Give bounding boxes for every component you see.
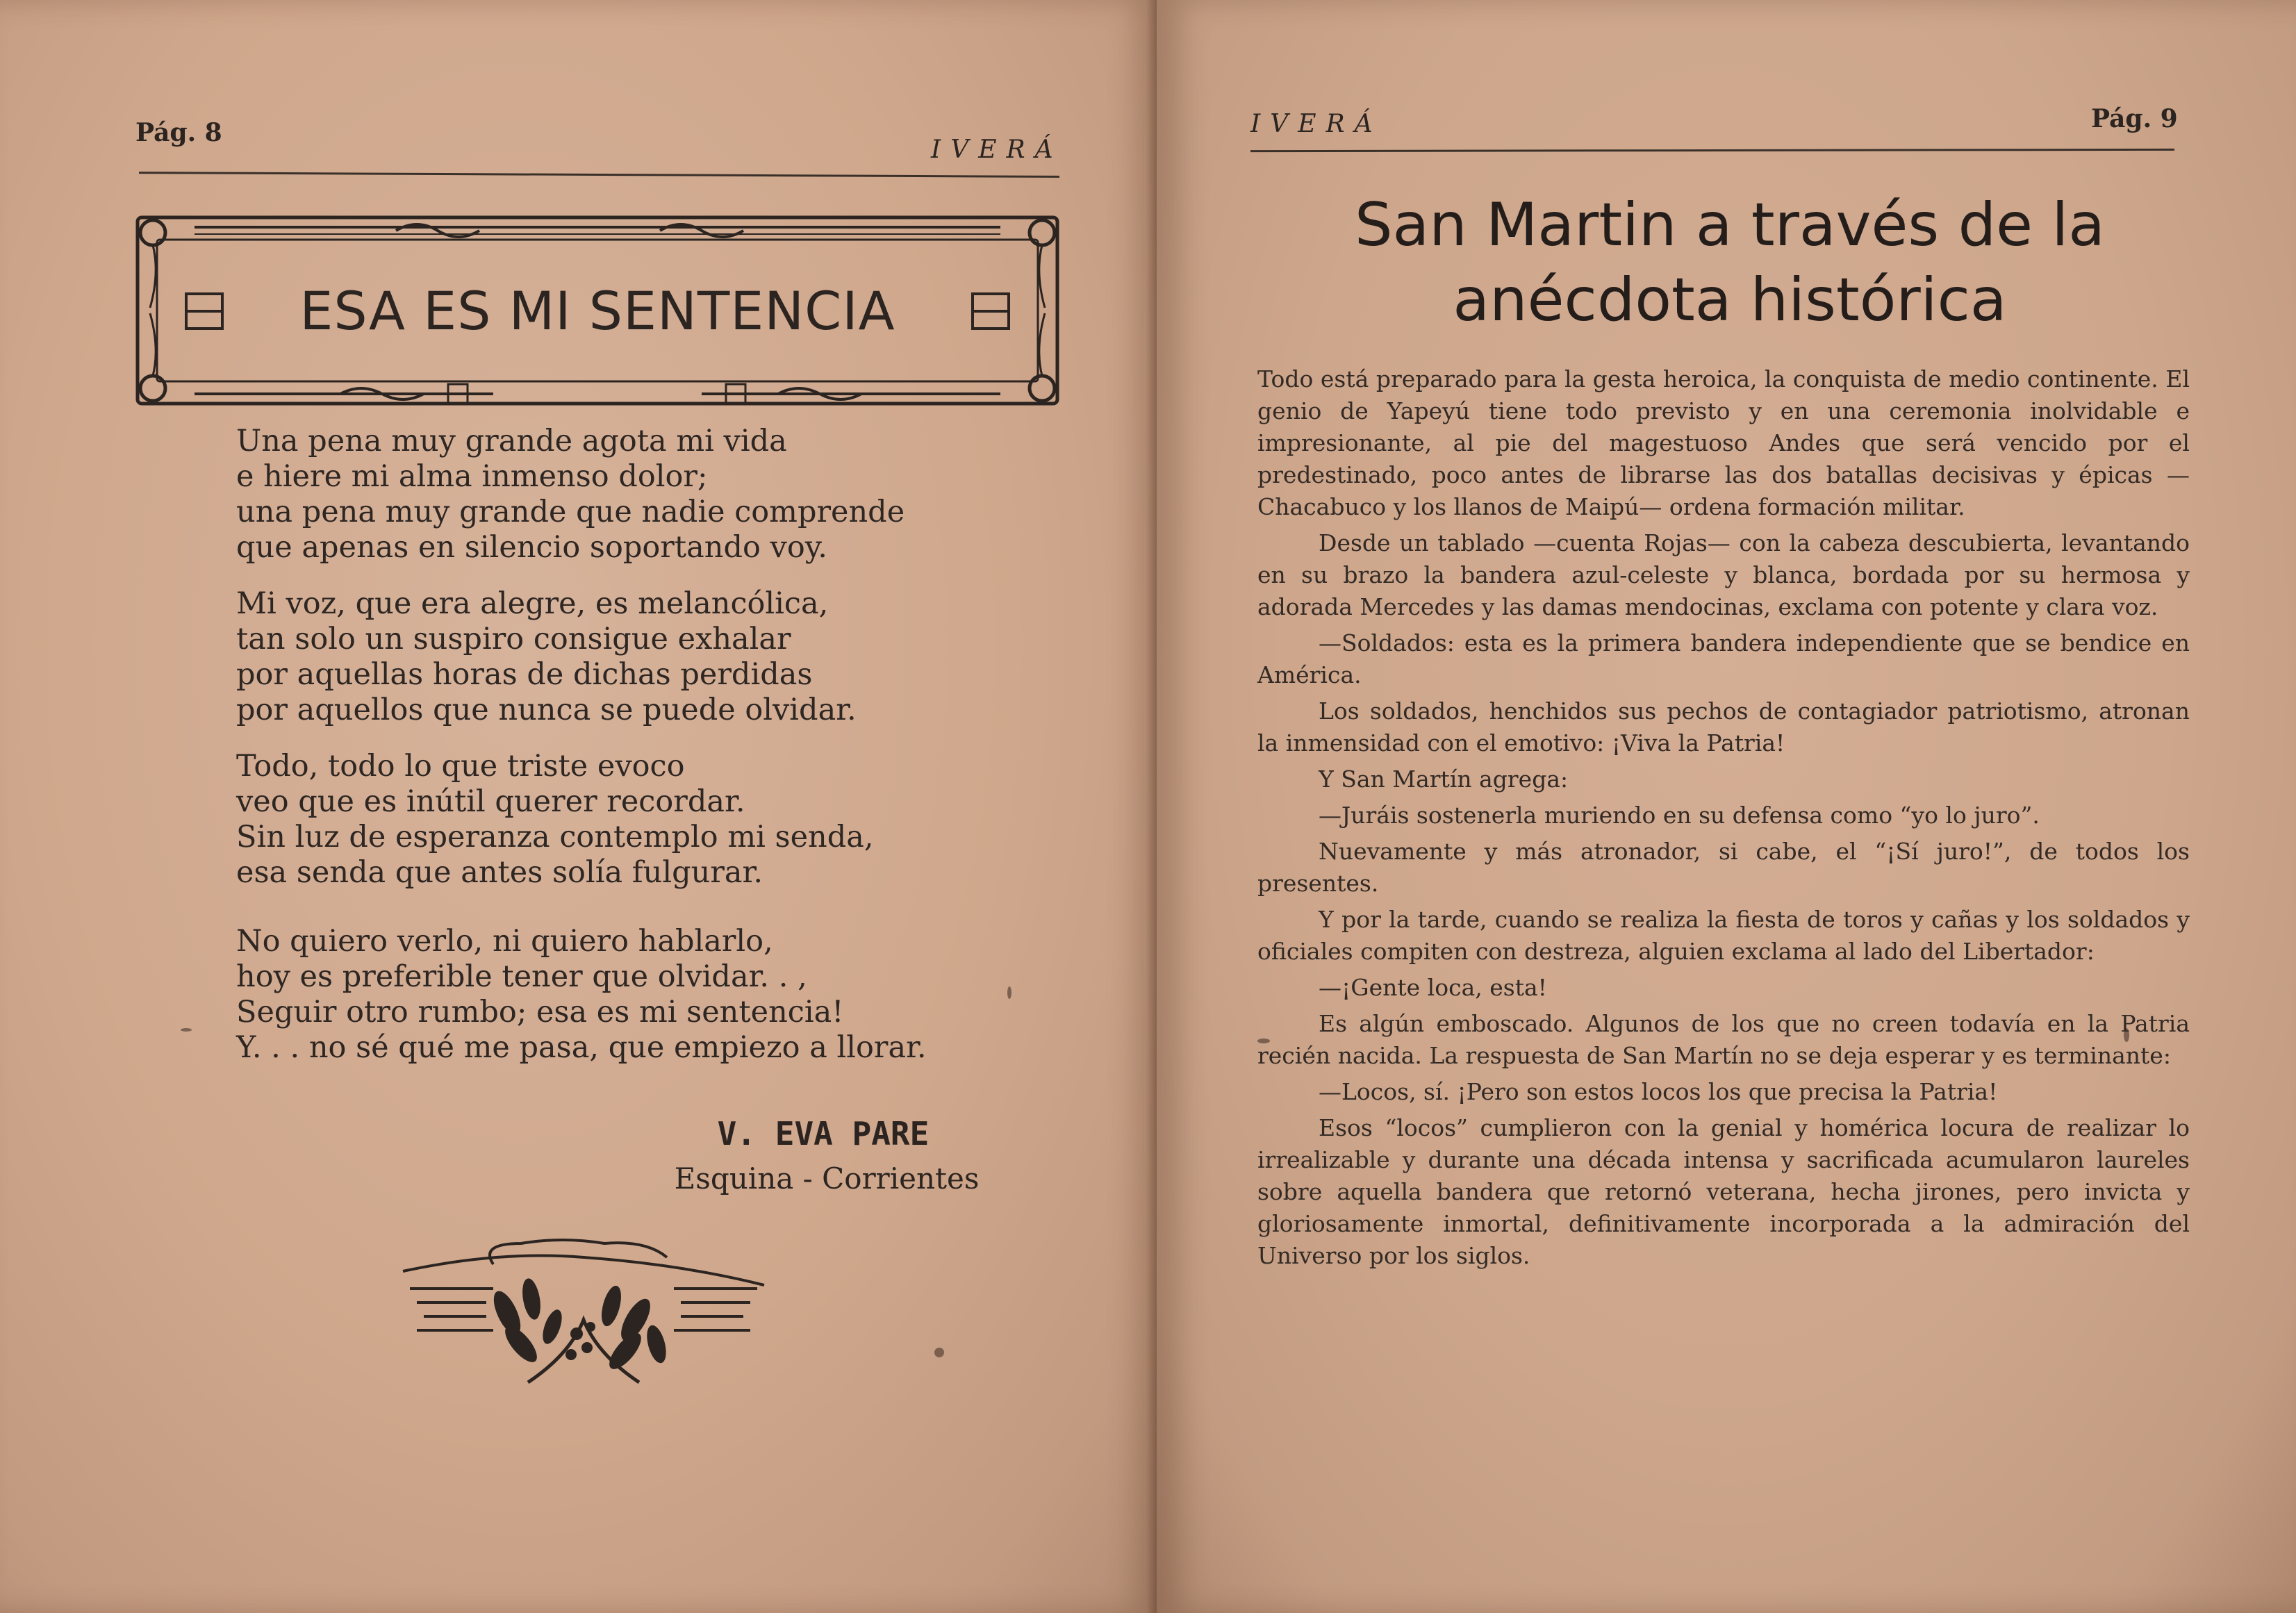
article-title-line: anécdota histórica — [1453, 265, 2007, 335]
poem-line: Seguir otro rumbo; esa es mi sentencia! — [236, 995, 844, 1029]
article-paragraph: —Locos, sí. ¡Pero son estos locos los que precisa la Patria! — [1319, 1078, 1998, 1105]
poem-title-frame — [132, 212, 1063, 410]
poem-line: Todo, todo lo que triste evoco — [236, 749, 685, 784]
poem-line: veo que es inútil querer recordar. — [236, 784, 745, 819]
poem-line: e hiere mi alma inmenso dolor; — [236, 459, 708, 494]
article-paragraph: —¡Gente loca, esta! — [1319, 974, 1547, 1001]
laurel-vignette-icon — [389, 1223, 778, 1396]
poem-stanza-4 — [236, 924, 1042, 1066]
left-running-head: IVERÁ — [931, 135, 1063, 164]
right-running-head: IVERÁ — [1250, 110, 1382, 138]
article-paragraph: Es algún emboscado. Algunos de los que no creen todavía en la Patria recién nacida. La respuesta de San Martín no se deja esperar y es terminante: — [1257, 1010, 2190, 1069]
poem-line: una pena muy grande que nadie comprende — [236, 495, 905, 529]
poem-line: por aquellos que nunca se puede olvidar. — [236, 693, 857, 727]
author-location: Esquina - Corrientes — [674, 1161, 980, 1196]
article-body — [1257, 363, 2190, 1276]
article-title — [1250, 188, 2209, 338]
article-paragraph: Los soldados, henchidos sus pechos de contagiador patriotismo, atronan la inmensidad con el emotivo: ¡Viva la Patria! — [1257, 697, 2190, 756]
article-paragraph: Todo está preparado para la gesta heroica, la conquista de medio continente. El genio de Yapeyú tiene todo previsto y en una ceremonia inolvidable e impresionante, al pie del magestuoso Andes que será vencido por el predestinado, poco antes de librarse las dos batallas decisivas y épicas —Chacabuco y los llanos de Maipú— ordena formación militar. — [1257, 365, 2190, 520]
article-paragraph: Nuevamente y más atronador, si cabe, el “¡Sí juro!”, de todos los presentes. — [1257, 838, 2190, 897]
poem-title: ESA ES MI SENTENCIA — [299, 280, 895, 342]
poem-line: tan solo un suspiro consigue exhalar — [236, 622, 791, 656]
poem-line: que apenas en silencio soportando voy. — [236, 530, 827, 565]
poem-line: Mi voz, que era alegre, es melancólica, — [236, 586, 829, 621]
left-page-number: Pág. 8 — [135, 118, 222, 147]
right-header-rule — [1250, 149, 2174, 152]
article-paragraph: —Soldados: esta es la primera bandera independiente que se bendice en América. — [1257, 629, 2190, 688]
article-paragraph: Desde un tablado —cuenta Rojas— con la cabeza descubierta, levantando en su brazo la bandera azul-celeste y blanca, bordada por su hermosa y adorada Mercedes y las damas mendocinas, exclama con potente y clara voz. — [1257, 529, 2190, 620]
article-paragraph: Y San Martín agrega: — [1319, 766, 1569, 793]
poem-line: por aquellas horas de dichas perdidas — [236, 657, 813, 692]
paper-stain — [181, 1028, 192, 1032]
poem-stanza-3 — [236, 749, 1042, 891]
poem-stanza-1 — [236, 424, 1042, 565]
article-paragraph: —Juráis sostenerla muriendo en su defensa como “yo lo juro”. — [1319, 802, 2040, 829]
paper-stain — [1007, 986, 1011, 999]
left-header-rule — [139, 172, 1059, 178]
paper-stain — [934, 1348, 944, 1357]
poem-line: esa senda que antes solía fulgurar. — [236, 855, 763, 890]
poem-stanza-2 — [236, 586, 1042, 728]
right-page-number: Pág. 9 — [2091, 104, 2178, 133]
article-paragraph: Y por la tarde, cuando se realiza la fiesta de toros y cañas y los soldados y oficiales compiten con destreza, alguien exclama al lado del Libertador: — [1257, 906, 2190, 965]
poem-line: Una pena muy grande agota mi vida — [236, 424, 787, 458]
poem-line: hoy es preferible tener que olvidar. . , — [236, 959, 807, 994]
poem-line: No quiero verlo, ni quiero hablarlo, — [236, 924, 773, 959]
poem-line: Sin luz de esperanza contemplo mi senda, — [236, 820, 874, 854]
poem-author: V. EVA PARE — [717, 1115, 930, 1152]
poem-line: Y. . . no sé qué me pasa, que empiezo a llorar. — [236, 1030, 927, 1065]
article-paragraph: Esos “locos” cumplieron con la genial y homérica locura de realizar lo irrealizable y durante una década intensa y sacrificada acumularon laureles sobre aquella bandera que retornó veterana, hecha jirones, pero invicta y gloriosamente inmortal, definitivamente incorporada a la admiración del Universo por los siglos. — [1257, 1114, 2190, 1269]
article-title-line: San Martin a través de la — [1354, 190, 2106, 260]
poem-body — [236, 424, 1042, 1086]
